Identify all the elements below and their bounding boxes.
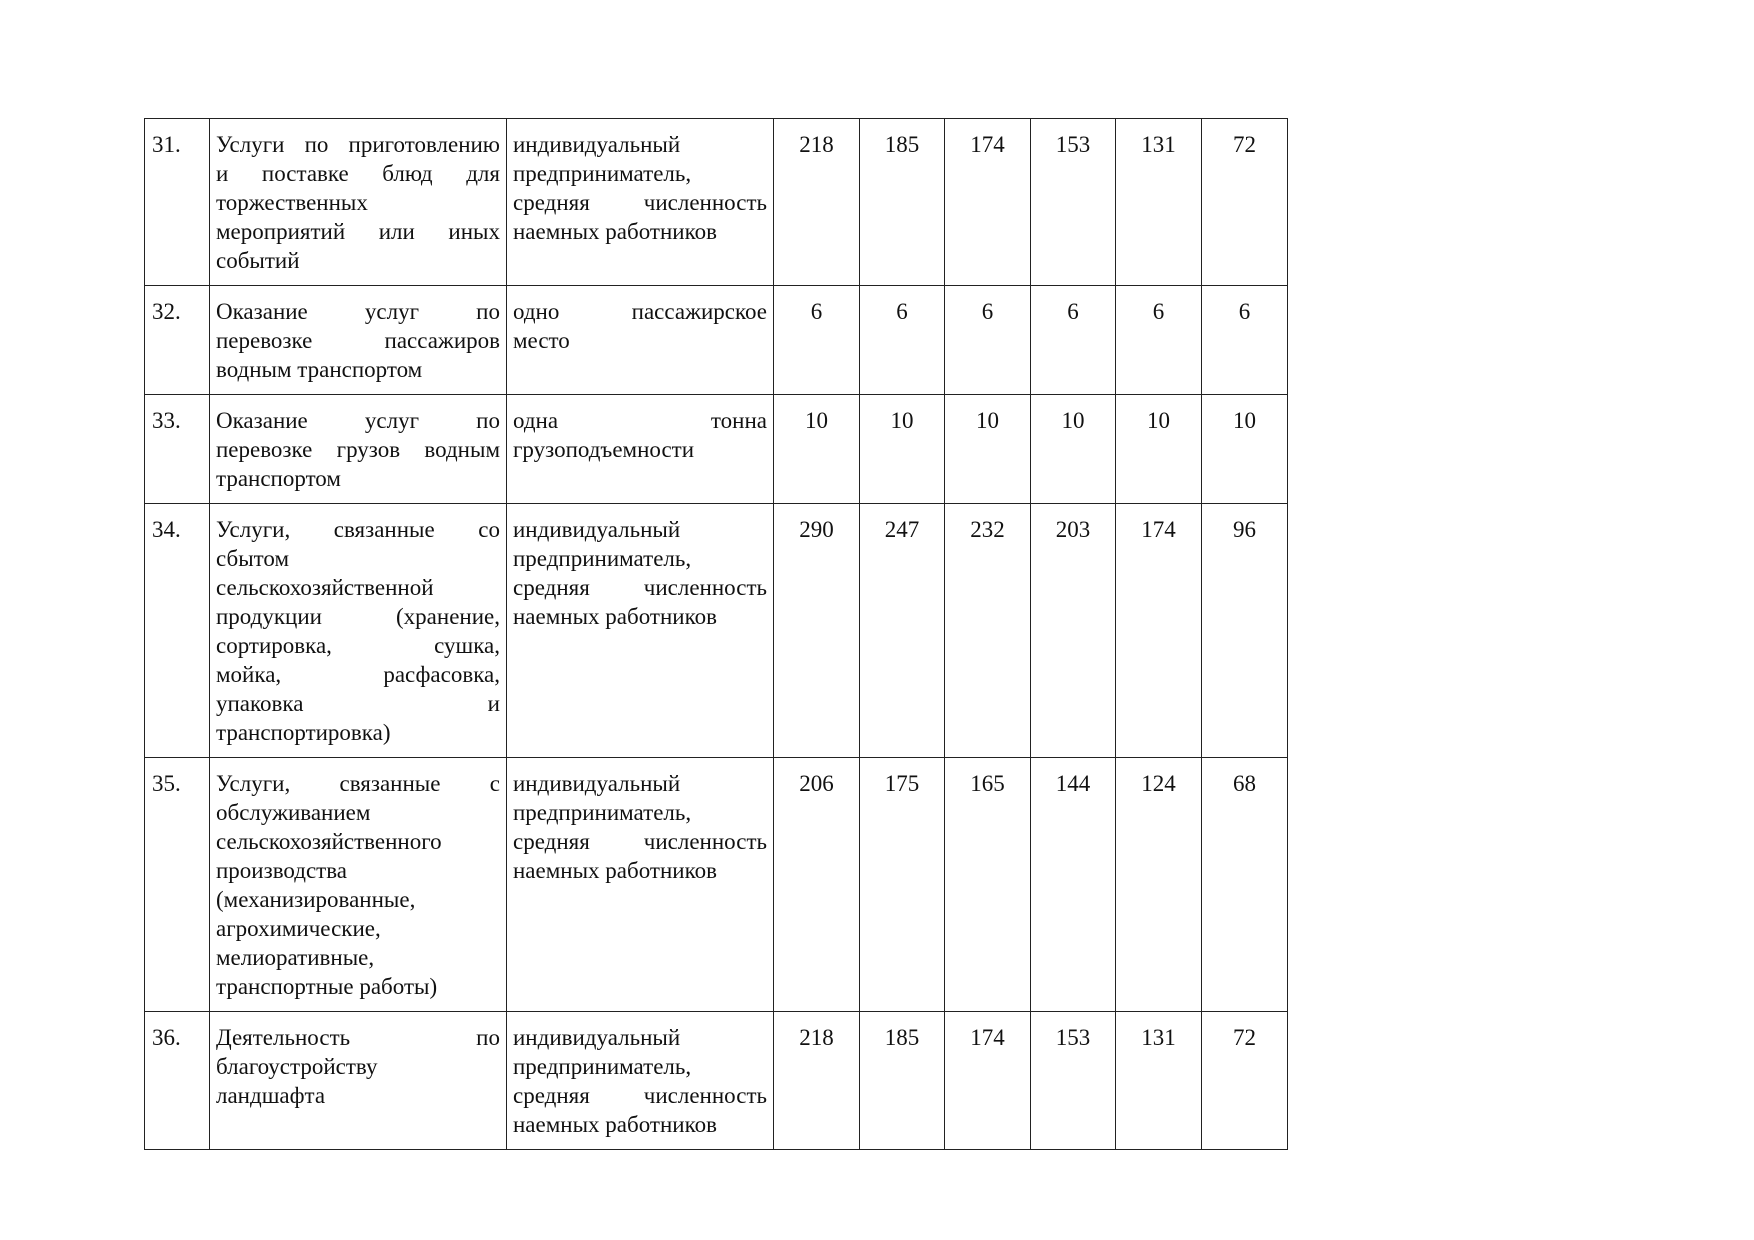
description-line: перевозке грузов водным (216, 437, 500, 462)
description-line: мелиоративные, (216, 945, 375, 970)
value-cell: 174 (945, 119, 1031, 286)
service-description (210, 395, 507, 504)
value-cell: 206 (774, 758, 860, 1012)
description-line: Услуги, связанные со (216, 517, 500, 542)
value-cell: 218 (774, 119, 860, 286)
value-cell: 153 (1031, 119, 1116, 286)
row-number: 31. (145, 119, 210, 286)
value-cell: 232 (945, 504, 1031, 758)
value-cell: 153 (1031, 1012, 1116, 1150)
service-description (210, 119, 507, 286)
physical-indicator (507, 758, 774, 1012)
value-cell: 203 (1031, 504, 1116, 758)
value-cell: 131 (1116, 1012, 1202, 1150)
value-cell: 290 (774, 504, 860, 758)
description-line: водным транспортом (216, 357, 423, 382)
unit-line: средняя численность (513, 829, 767, 854)
description-line: сбытом (216, 546, 290, 571)
value-cell: 10 (774, 395, 860, 504)
description-line: сельскохозяйственного (216, 829, 442, 854)
service-description (210, 1012, 507, 1150)
table-body (145, 119, 1288, 1150)
unit-line: грузоподъемности (513, 437, 695, 462)
unit-line: индивидуальный (513, 132, 681, 157)
description-line: Услуги по приготовлению (216, 132, 500, 157)
unit-line: средняя численность (513, 190, 767, 215)
description-line: упаковка и (216, 691, 500, 716)
value-cell: 165 (945, 758, 1031, 1012)
description-line: Услуги, связанные с (216, 771, 500, 796)
row-number: 32. (145, 286, 210, 395)
unit-line: наемных работников (513, 604, 717, 629)
description-line: транспортом (216, 466, 341, 491)
description-line: производства (216, 858, 347, 883)
value-cell: 10 (945, 395, 1031, 504)
physical-indicator (507, 395, 774, 504)
unit-line: индивидуальный (513, 517, 681, 542)
value-cell: 10 (860, 395, 945, 504)
value-cell: 174 (1116, 504, 1202, 758)
table-row (145, 504, 1288, 758)
value-cell: 72 (1202, 119, 1288, 286)
unit-line: предприниматель, (513, 161, 692, 186)
description-line: агрохимические, (216, 916, 381, 941)
description-line: Деятельность по (216, 1025, 500, 1050)
table-row (145, 119, 1288, 286)
value-cell: 144 (1031, 758, 1116, 1012)
description-line: транспортные работы) (216, 974, 438, 999)
unit-line: место (513, 328, 570, 353)
physical-indicator (507, 119, 774, 286)
value-cell: 175 (860, 758, 945, 1012)
value-cell: 68 (1202, 758, 1288, 1012)
description-line: продукции (хранение, (216, 604, 500, 629)
description-line: перевозке пассажиров (216, 328, 500, 353)
table-row (145, 286, 1288, 395)
description-line: транспортировка) (216, 720, 391, 745)
value-cell: 10 (1031, 395, 1116, 504)
physical-indicator (507, 286, 774, 395)
value-cell: 96 (1202, 504, 1288, 758)
description-line: мероприятий или иных (216, 219, 500, 244)
description-line: Оказание услуг по (216, 299, 500, 324)
service-description (210, 758, 507, 1012)
value-cell: 174 (945, 1012, 1031, 1150)
unit-line: индивидуальный (513, 771, 681, 796)
description-line: мойка, расфасовка, (216, 662, 500, 687)
unit-line: одно пассажирское (513, 299, 767, 324)
description-line: обслуживанием (216, 800, 371, 825)
value-cell: 6 (1202, 286, 1288, 395)
table-row (145, 758, 1288, 1012)
row-number: 35. (145, 758, 210, 1012)
value-cell: 6 (774, 286, 860, 395)
description-line: ландшафта (216, 1083, 326, 1108)
value-cell: 124 (1116, 758, 1202, 1012)
row-number: 33. (145, 395, 210, 504)
value-cell: 247 (860, 504, 945, 758)
value-cell: 218 (774, 1012, 860, 1150)
value-cell: 10 (1116, 395, 1202, 504)
table-row (145, 1012, 1288, 1150)
value-cell: 6 (860, 286, 945, 395)
row-number: 36. (145, 1012, 210, 1150)
unit-line: средняя численность (513, 575, 767, 600)
description-line: торжественных (216, 190, 368, 215)
value-cell: 10 (1202, 395, 1288, 504)
value-cell: 185 (860, 1012, 945, 1150)
row-number: 34. (145, 504, 210, 758)
service-description (210, 286, 507, 395)
unit-line: наемных работников (513, 1112, 717, 1137)
unit-line: средняя численность (513, 1083, 767, 1108)
service-description (210, 504, 507, 758)
unit-line: индивидуальный (513, 1025, 681, 1050)
description-line: сельскохозяйственной (216, 575, 434, 600)
value-cell: 131 (1116, 119, 1202, 286)
unit-line: предприниматель, (513, 1054, 692, 1079)
unit-line: предприниматель, (513, 546, 692, 571)
description-line: и поставке блюд для (216, 161, 500, 186)
value-cell: 185 (860, 119, 945, 286)
unit-line: одна тонна (513, 408, 767, 433)
value-cell: 6 (1116, 286, 1202, 395)
description-line: событий (216, 248, 300, 273)
description-line: (механизированные, (216, 887, 416, 912)
physical-indicator (507, 1012, 774, 1150)
physical-indicator (507, 504, 774, 758)
description-line: Оказание услуг по (216, 408, 500, 433)
value-cell: 72 (1202, 1012, 1288, 1150)
unit-line: предприниматель, (513, 800, 692, 825)
description-line: благоустройству (216, 1054, 378, 1079)
unit-line: наемных работников (513, 219, 717, 244)
unit-line: наемных работников (513, 858, 717, 883)
description-line: сортировка, сушка, (216, 633, 500, 658)
tariff-table (144, 118, 1288, 1150)
value-cell: 6 (1031, 286, 1116, 395)
table-row (145, 395, 1288, 504)
value-cell: 6 (945, 286, 1031, 395)
